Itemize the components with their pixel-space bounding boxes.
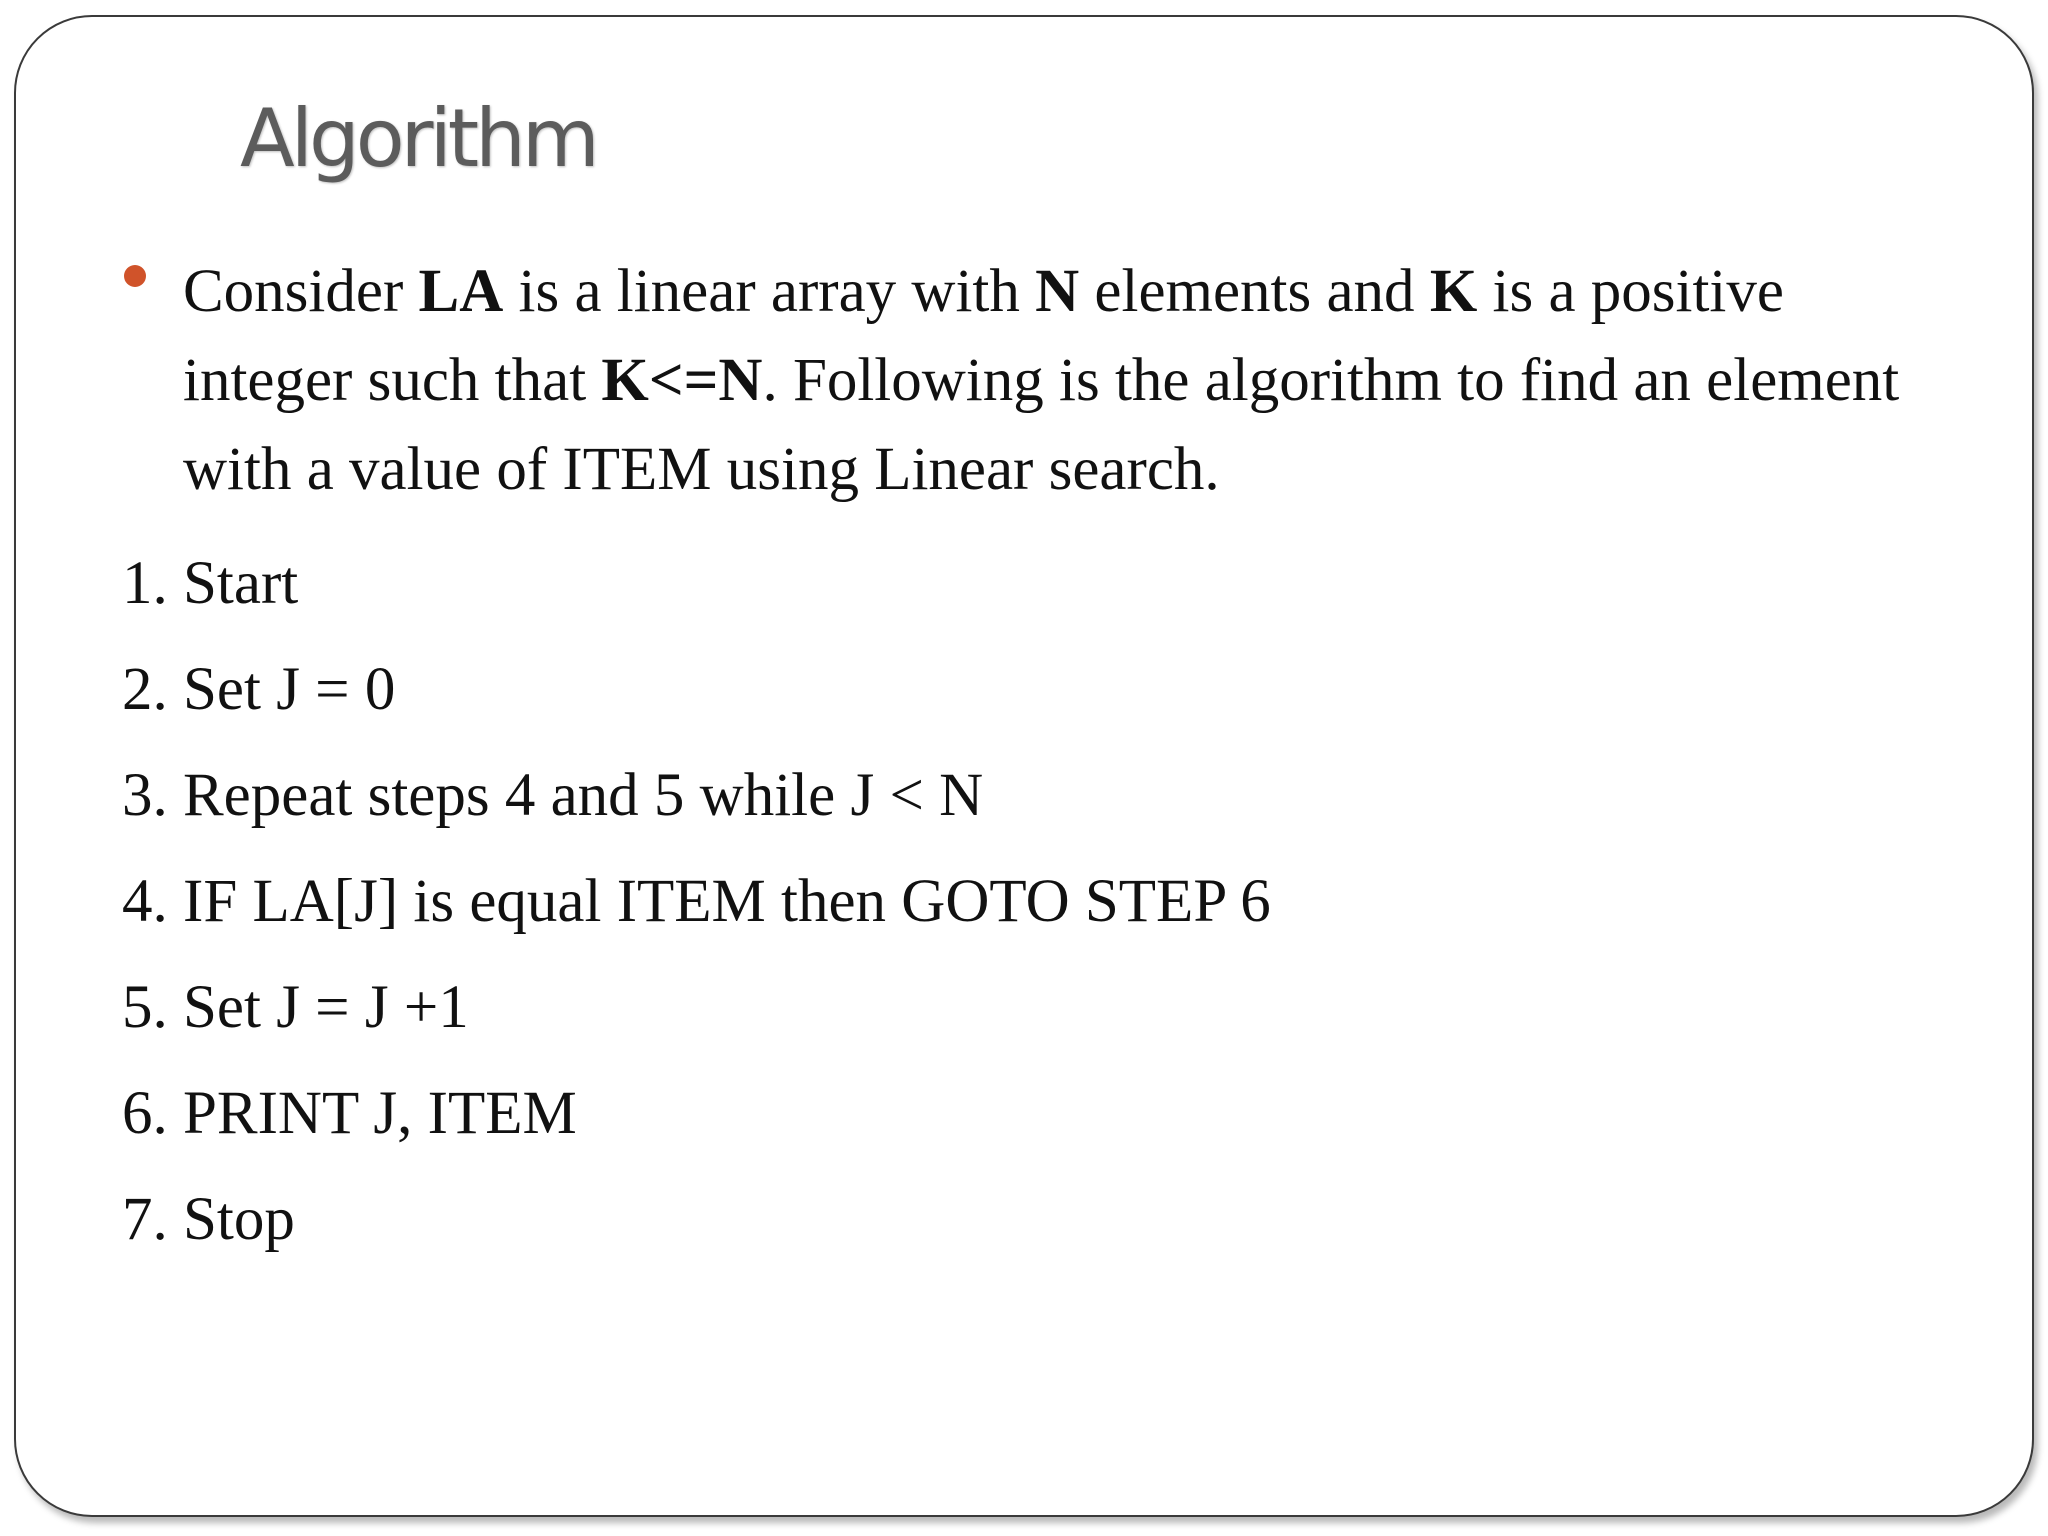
intro-text-segment: . Following is the algorithm to find an element with a value of ITEM using Linear search. xyxy=(183,347,1900,503)
intro-text-segment: elements and xyxy=(1079,258,1430,325)
algorithm-steps xyxy=(122,531,1271,1273)
slide-title: Algorithm xyxy=(240,92,596,185)
intro-text-segment: is a linear array with xyxy=(503,258,1036,325)
intro-text-segment: Consider xyxy=(183,258,419,325)
intro-bold-n: N xyxy=(1035,258,1080,325)
step-1: 1. Start xyxy=(122,550,299,617)
intro-text xyxy=(183,247,1944,514)
slide-frame xyxy=(14,15,2034,1517)
step-3: 3. Repeat steps 4 and 5 while J < N xyxy=(122,762,984,829)
intro-bold-k: K xyxy=(1429,258,1478,325)
step-5: 5. Set J = J +1 xyxy=(122,974,469,1041)
step-6: 6. PRINT J, ITEM xyxy=(122,1080,577,1147)
intro-bullet xyxy=(124,247,1944,514)
step-4: 4. IF LA[J] is equal ITEM then GOTO STEP 6 xyxy=(122,868,1271,935)
bullet-icon xyxy=(124,265,146,287)
step-2: 2. Set J = 0 xyxy=(122,656,396,723)
step-7: 7. Stop xyxy=(122,1186,295,1253)
intro-bold-condition: K<=N xyxy=(601,347,763,414)
intro-bold-la: LA xyxy=(418,258,504,325)
intro-text-segment: is a positive integer such that xyxy=(183,258,1784,414)
